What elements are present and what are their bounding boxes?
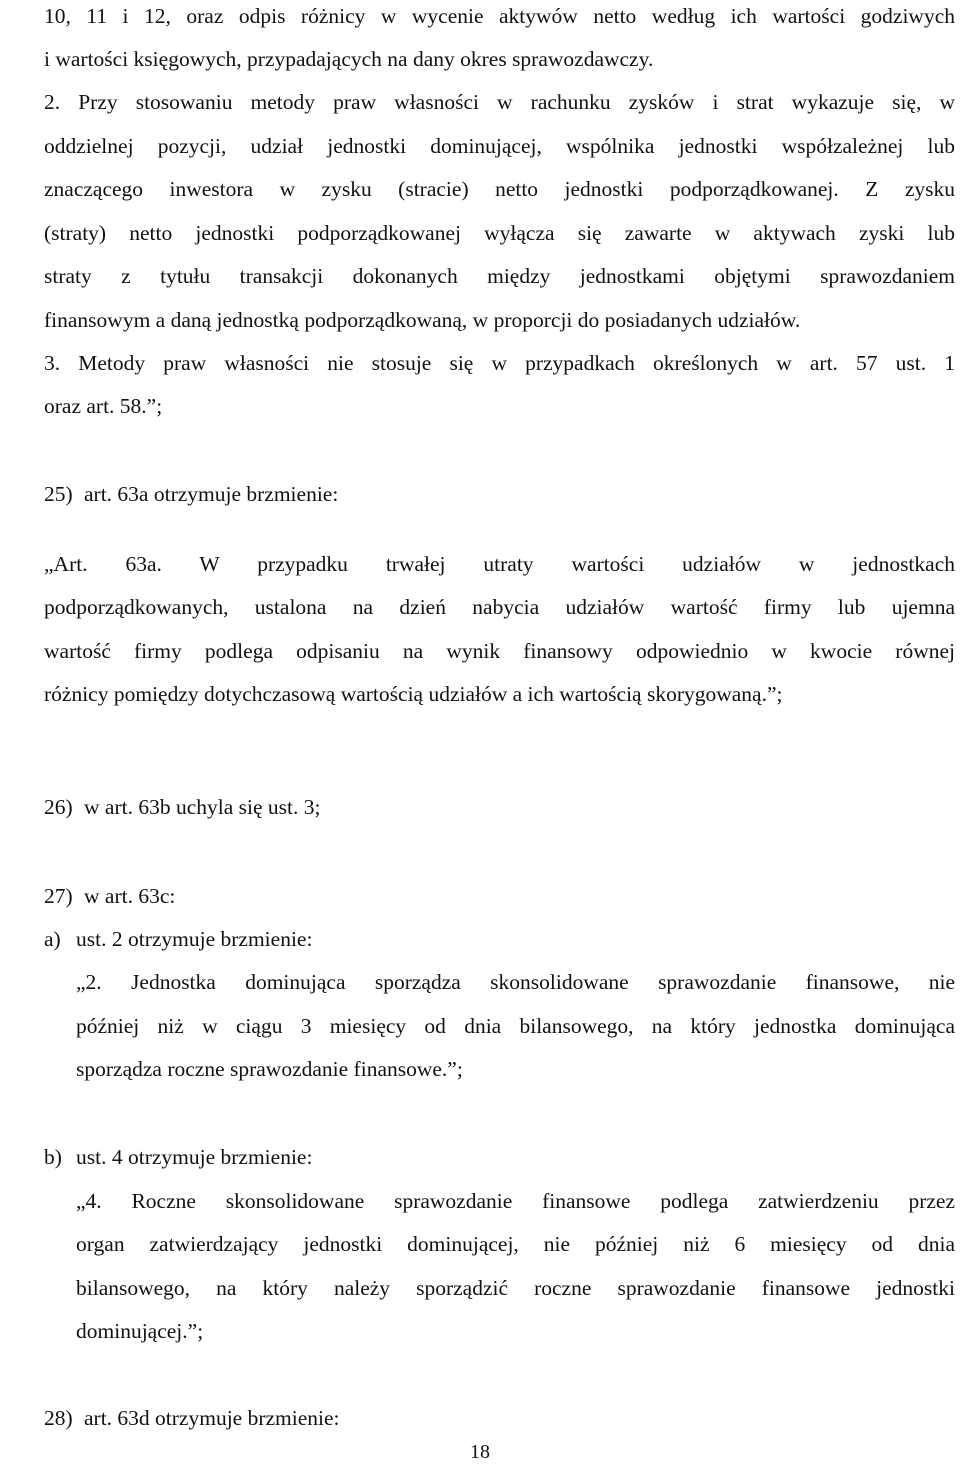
item-27-b-letter: b) (44, 1145, 62, 1169)
item-25-quote-line-1: „Art. 63a. W przypadku trwałej utraty wartości udziałów w jednostkach (44, 552, 955, 576)
paragraph-2-line-2: oddzielnej pozycji, udział jednostki dominującej, wspólnika jednostki współzależnej lub (44, 134, 955, 158)
item-25-number: 25) (44, 482, 73, 506)
item-27-a-quote-line-2: później niż w ciągu 3 miesięcy od dnia bilansowego, na który jednostka dominująca (76, 1014, 955, 1038)
paragraph-2-line-3: znaczącego inwestora w zysku (stracie) netto jednostki podporządkowanej. Z zysku (44, 177, 955, 201)
paragraph-3-line-1: 3. Metody praw własności nie stosuje się w przypadkach określonych w art. 57 ust. 1 (44, 351, 955, 375)
item-27-a-quote-line-1: „2. Jednostka dominująca sporządza skonsolidowane sprawozdanie finansowe, nie (76, 970, 955, 994)
paragraph-2-line-5: straty z tytułu transakcji dokonanych między jednostkami objętymi sprawozdaniem (44, 264, 955, 288)
item-27-text: w art. 63c: (84, 884, 176, 908)
item-26-number: 26) (44, 795, 73, 819)
item-27-b-text: ust. 4 otrzymuje brzmienie: (76, 1145, 313, 1169)
item-27-b-quote-line-3: bilansowego, na który należy sporządzić roczne sprawozdanie finansowe jednostki (76, 1276, 955, 1300)
item-27-b-quote-line-1: „4. Roczne skonsolidowane sprawozdanie finansowe podlega zatwierdzeniu przez (76, 1189, 955, 1213)
paragraph-2-line-6: finansowym a daną jednostką podporządkowaną, w proporcji do posiadanych udziałów. (44, 308, 801, 332)
item-27-a-quote-line-3: sporządza roczne sprawozdanie finansowe.”; (76, 1057, 463, 1081)
item-27-number: 27) (44, 884, 73, 908)
item-27-b-quote-line-4: dominującej.”; (76, 1319, 204, 1343)
item-26-text: w art. 63b uchyla się ust. 3; (84, 795, 321, 819)
paragraph-1-line-1: 10, 11 i 12, oraz odpis różnicy w wycenie aktywów netto według ich wartości godziwych (44, 4, 955, 28)
paragraph-1-line-2: i wartości księgowych, przypadających na dany okres sprawozdawczy. (44, 47, 654, 71)
page-number: 18 (470, 1441, 490, 1463)
item-27-b-quote-line-2: organ zatwierdzający jednostki dominującej, nie później niż 6 miesięcy od dnia (76, 1232, 955, 1256)
item-25-quote-line-2: podporządkowanych, ustalona na dzień nabycia udziałów wartość firmy lub ujemna (44, 595, 955, 619)
item-25-text: art. 63a otrzymuje brzmienie: (84, 482, 339, 506)
item-27-a-text: ust. 2 otrzymuje brzmienie: (76, 927, 313, 951)
item-28-text: art. 63d otrzymuje brzmienie: (84, 1406, 340, 1430)
item-25-quote-line-4: różnicy pomiędzy dotychczasową wartością udziałów a ich wartością skorygowaną.”; (44, 682, 783, 706)
item-25-quote-line-3: wartość firmy podlega odpisaniu na wynik finansowy odpowiednio w kwocie równej (44, 639, 955, 663)
item-27-a-letter: a) (44, 927, 61, 951)
paragraph-2-line-1: 2. Przy stosowaniu metody praw własności w rachunku zysków i strat wykazuje się, w (44, 90, 955, 114)
paragraph-3-line-2: oraz art. 58.”; (44, 394, 163, 418)
item-28-number: 28) (44, 1406, 73, 1430)
paragraph-2-line-4: (straty) netto jednostki podporządkowanej wyłącza się zawarte w aktywach zyski lub (44, 221, 955, 245)
